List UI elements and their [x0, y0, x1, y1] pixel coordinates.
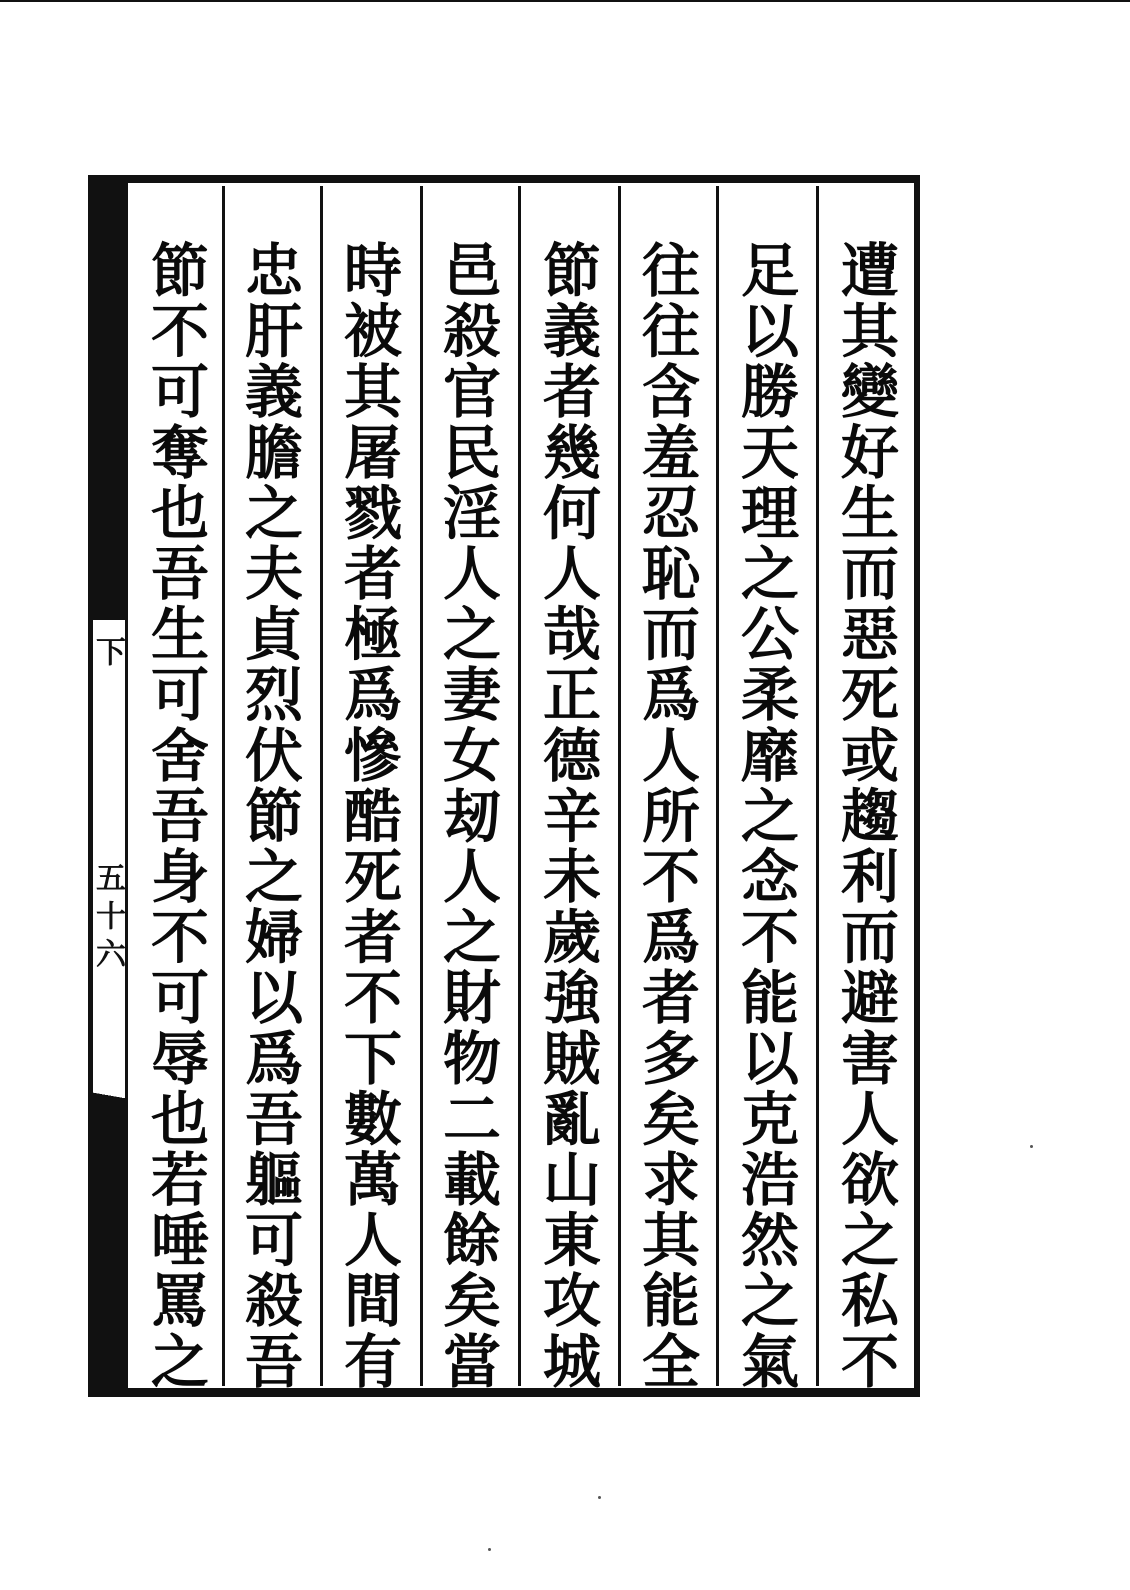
text-columns: [132, 186, 914, 1392]
text-column-2: 足以勝天理之公柔靡之念不能以克浩然之氣: [731, 240, 799, 1392]
text-column-7: 忠肝義膽之夫貞烈伏節之婦以爲吾軀可殺吾: [235, 240, 303, 1392]
scan-speck: [1030, 1145, 1033, 1148]
lower-fish-tail-mark: [88, 1110, 125, 1390]
margin-page-number: 五十六: [90, 862, 125, 976]
text-column-5: 邑殺官民淫人之妻女刼人之財物二載餘矣當: [433, 240, 501, 1392]
margin-chapter-label: 下: [90, 636, 125, 674]
text-column-8: 節不可奪也吾生可舍吾身不可辱也若唾罵之: [141, 240, 209, 1392]
page-top-edge: [0, 0, 1130, 2]
text-column-1: 遭其變好生而惡死或趨利而避害人欲之私不: [831, 240, 899, 1392]
text-column-4: 節義者幾何人哉正德辛未歲強賊亂山東攻城: [533, 240, 601, 1392]
upper-fish-tail-mark: [88, 180, 125, 620]
text-column-3: 往往含羞忍恥而爲人所不爲者多矣求其能全: [632, 240, 700, 1392]
text-column-6: 時被其屠戮者極爲慘酷死者不下數萬人間有: [334, 240, 402, 1392]
upper-fish-tail-notch: [88, 600, 125, 630]
lower-fish-tail-notch: [88, 1075, 125, 1115]
scan-speck: [488, 1548, 491, 1551]
scan-speck: [598, 1496, 601, 1499]
